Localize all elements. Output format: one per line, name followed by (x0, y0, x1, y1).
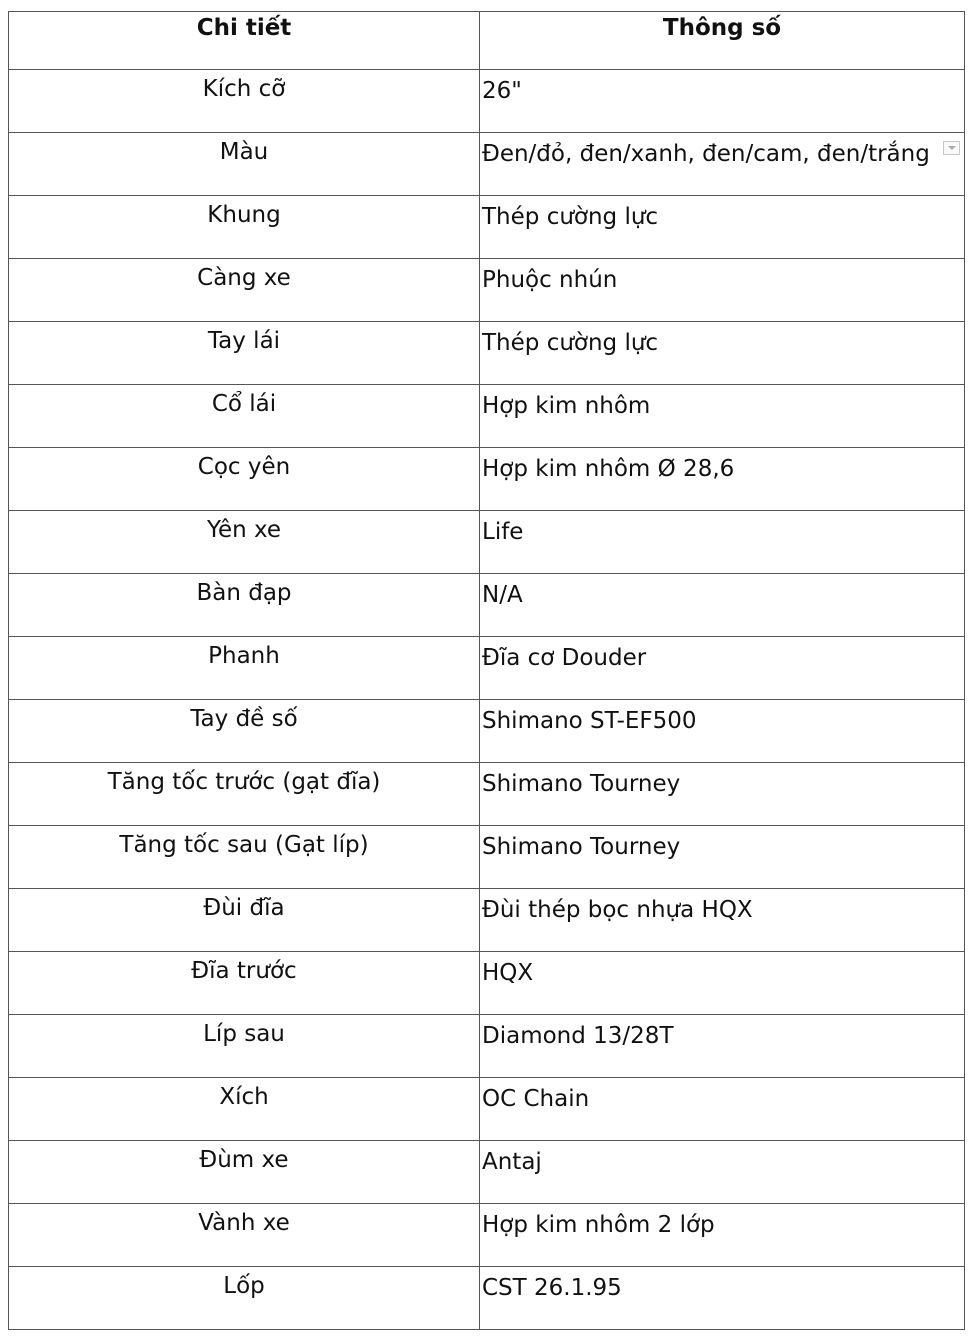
detail-cell: Phanh (9, 637, 480, 700)
detail-cell: Lốp (9, 1267, 480, 1330)
table-row (9, 952, 965, 1015)
table-row (9, 826, 965, 889)
detail-cell: Yên xe (9, 511, 480, 574)
detail-cell: Càng xe (9, 259, 480, 322)
detail-cell: Tăng tốc trước (gạt đĩa) (9, 763, 480, 826)
detail-cell: Cọc yên (9, 448, 480, 511)
table-row (9, 1141, 965, 1204)
value-cell: Life (480, 511, 965, 574)
detail-cell: Xích (9, 1078, 480, 1141)
table-row (9, 700, 965, 763)
value-cell: OC Chain (480, 1078, 965, 1141)
table-row (9, 385, 965, 448)
detail-cell: Đùm xe (9, 1141, 480, 1204)
table-row (9, 1267, 965, 1330)
spec-table (8, 11, 965, 1330)
table-row (9, 763, 965, 826)
table-row (9, 1078, 965, 1141)
detail-cell: Đĩa trước (9, 952, 480, 1015)
header-detail: Chi tiết (9, 12, 480, 70)
value-cell (480, 133, 965, 196)
value-cell: N/A (480, 574, 965, 637)
detail-cell: Kích cỡ (9, 70, 480, 133)
value-text: Đen/đỏ, đen/xanh, đen/cam, đen/trắng (482, 141, 930, 167)
detail-cell: Líp sau (9, 1015, 480, 1078)
value-cell: Hợp kim nhôm 2 lớp (480, 1204, 965, 1267)
table-row (9, 133, 965, 196)
table-header (9, 12, 965, 70)
value-cell: Antaj (480, 1141, 965, 1204)
table-row (9, 511, 965, 574)
value-cell: Đĩa cơ Douder (480, 637, 965, 700)
header-row (9, 12, 965, 70)
chevron-down-icon[interactable] (943, 141, 960, 155)
table-row (9, 322, 965, 385)
value-cell: Hợp kim nhôm (480, 385, 965, 448)
value-cell: Diamond 13/28T (480, 1015, 965, 1078)
value-cell: HQX (480, 952, 965, 1015)
detail-cell: Tay lái (9, 322, 480, 385)
header-value: Thông số (480, 12, 965, 70)
detail-cell: Màu (9, 133, 480, 196)
detail-cell: Tăng tốc sau (Gạt líp) (9, 826, 480, 889)
detail-cell: Bàn đạp (9, 574, 480, 637)
value-cell: Thép cường lực (480, 322, 965, 385)
table-row (9, 574, 965, 637)
value-cell: Thép cường lực (480, 196, 965, 259)
value-cell: Đùi thép bọc nhựa HQX (480, 889, 965, 952)
value-cell: Phuộc nhún (480, 259, 965, 322)
detail-cell: Cổ lái (9, 385, 480, 448)
detail-cell: Đùi đĩa (9, 889, 480, 952)
value-cell: 26" (480, 70, 965, 133)
table-row (9, 1204, 965, 1267)
value-cell: CST 26.1.95 (480, 1267, 965, 1330)
table-row (9, 637, 965, 700)
detail-cell: Vành xe (9, 1204, 480, 1267)
table-row (9, 1015, 965, 1078)
table-row (9, 889, 965, 952)
table-row (9, 70, 965, 133)
table-row (9, 196, 965, 259)
detail-cell: Khung (9, 196, 480, 259)
table-row (9, 259, 965, 322)
table-row (9, 448, 965, 511)
value-cell: Shimano Tourney (480, 826, 965, 889)
value-cell: Hợp kim nhôm Ø 28,6 (480, 448, 965, 511)
value-cell: Shimano Tourney (480, 763, 965, 826)
table-body (9, 70, 965, 1330)
detail-cell: Tay đề số (9, 700, 480, 763)
value-cell: Shimano ST-EF500 (480, 700, 965, 763)
